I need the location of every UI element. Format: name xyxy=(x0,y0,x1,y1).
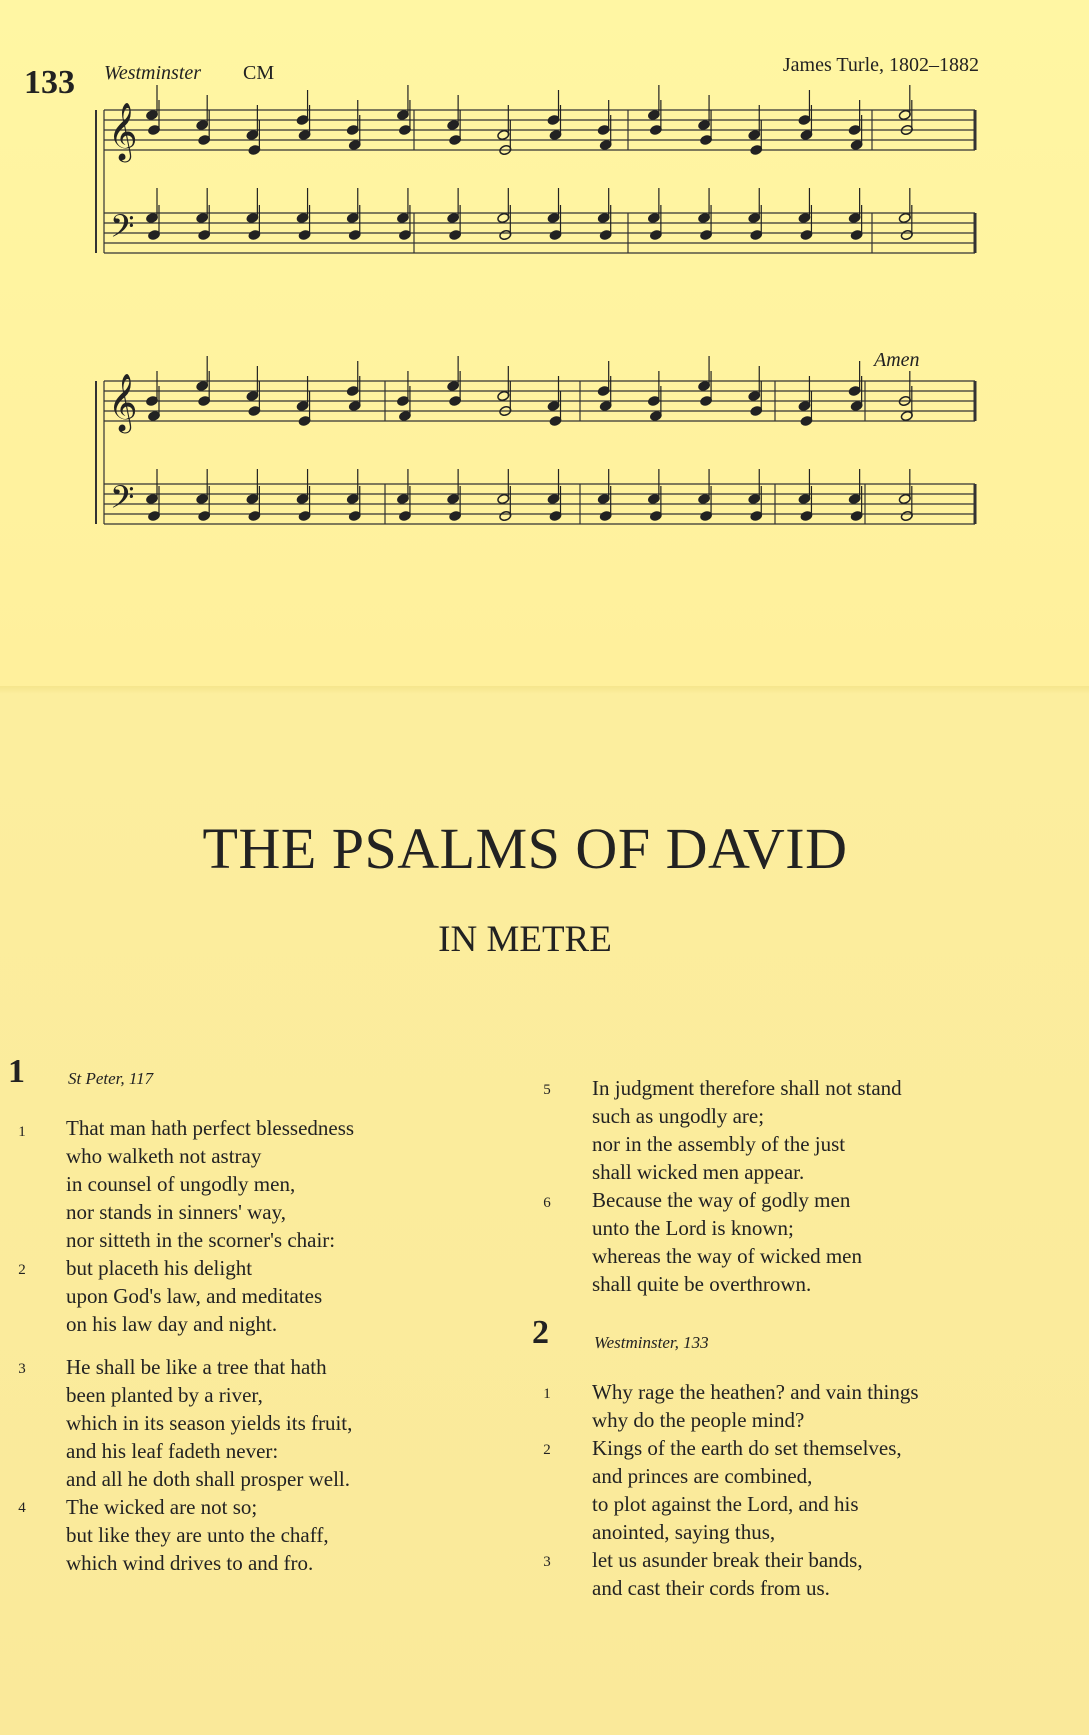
verse-line: shall quite be overthrown. xyxy=(592,1272,812,1296)
verse-number: 1 xyxy=(543,1386,551,1402)
hymn-composer: James Turle, 1802–1882 xyxy=(782,54,979,76)
verse-line: Why rage the heathen? and vain things xyxy=(592,1380,919,1404)
verse-line: such as ungodly are; xyxy=(592,1104,765,1128)
verse-line: but like they are unto the chaff, xyxy=(66,1523,329,1547)
psalm-1-tune: St Peter, 117 xyxy=(68,1069,154,1088)
verse-line: in counsel of ungodly men, xyxy=(66,1172,296,1196)
verse-line: let us asunder break their bands, xyxy=(592,1548,863,1572)
verse-line: That man hath perfect blessedness xyxy=(66,1116,355,1140)
verse-number: 2 xyxy=(543,1442,551,1458)
verse-line: nor in the assembly of the just xyxy=(592,1132,846,1156)
verse-line: which in its season yields its fruit, xyxy=(66,1411,353,1435)
verse-line: Kings of the earth do set themselves, xyxy=(592,1436,902,1460)
hymn-meter: CM xyxy=(243,62,275,84)
verse-number: 6 xyxy=(543,1195,551,1211)
bass-clef-icon: 𝄢 xyxy=(110,479,135,523)
verse-line: nor sitteth in the scorner's chair: xyxy=(66,1228,336,1252)
verse-line: In judgment therefore shall not stand xyxy=(592,1076,902,1100)
verse-line: why do the people mind? xyxy=(592,1408,805,1432)
verse-number: 1 xyxy=(18,1124,26,1140)
verse-line: and his leaf fadeth never: xyxy=(66,1439,279,1463)
verse-number: 3 xyxy=(18,1361,26,1377)
verse-line: to plot against the Lord, and his xyxy=(592,1492,859,1516)
verse-line: and princes are combined, xyxy=(592,1464,813,1488)
psalm-2-number: 2 xyxy=(532,1314,549,1351)
page-title: THE PSALMS OF DAVID xyxy=(202,816,848,881)
verse-line: which wind drives to and fro. xyxy=(66,1551,314,1575)
verse-line: nor stands in sinners' way, xyxy=(66,1200,286,1224)
verse-line: shall wicked men appear. xyxy=(592,1160,805,1184)
verse-line: and cast their cords from us. xyxy=(592,1576,830,1600)
verse-number: 4 xyxy=(18,1500,26,1516)
verse-line: unto the Lord is known; xyxy=(592,1216,794,1240)
psalm-2-tune: Westminster, 133 xyxy=(594,1333,709,1352)
verse-number: 5 xyxy=(543,1082,551,1098)
psalm-1-number: 1 xyxy=(8,1053,25,1090)
music-score xyxy=(0,0,1089,600)
verse-number: 2 xyxy=(18,1262,26,1278)
page-subtitle: IN METRE xyxy=(438,919,612,960)
verse-line: whereas the way of wicked men xyxy=(592,1244,862,1268)
bass-clef-icon: 𝄢 xyxy=(110,208,135,252)
hymn-tune-name: Westminster xyxy=(104,62,202,84)
verse-line: on his law day and night. xyxy=(66,1312,278,1336)
amen-label: Amen xyxy=(874,349,920,371)
verse-line: The wicked are not so; xyxy=(66,1495,258,1519)
page-fold xyxy=(0,686,1089,694)
hymn-number: 133 xyxy=(24,64,75,101)
verse-line: upon God's law, and meditates xyxy=(66,1284,323,1308)
verse-line: been planted by a river, xyxy=(66,1383,263,1407)
verse-line: He shall be like a tree that hath xyxy=(66,1355,327,1379)
treble-clef-icon: 𝄞 xyxy=(108,373,138,431)
verse-line: but placeth his delight xyxy=(66,1256,253,1280)
verse-line: Because the way of godly men xyxy=(592,1188,851,1212)
verse-line: and all he doth shall prosper well. xyxy=(66,1467,351,1491)
verse-number: 3 xyxy=(543,1554,551,1570)
verse-line: anointed, saying thus, xyxy=(592,1520,776,1544)
treble-clef-icon: 𝄞 xyxy=(108,102,138,160)
verse-line: who walketh not astray xyxy=(66,1144,262,1168)
